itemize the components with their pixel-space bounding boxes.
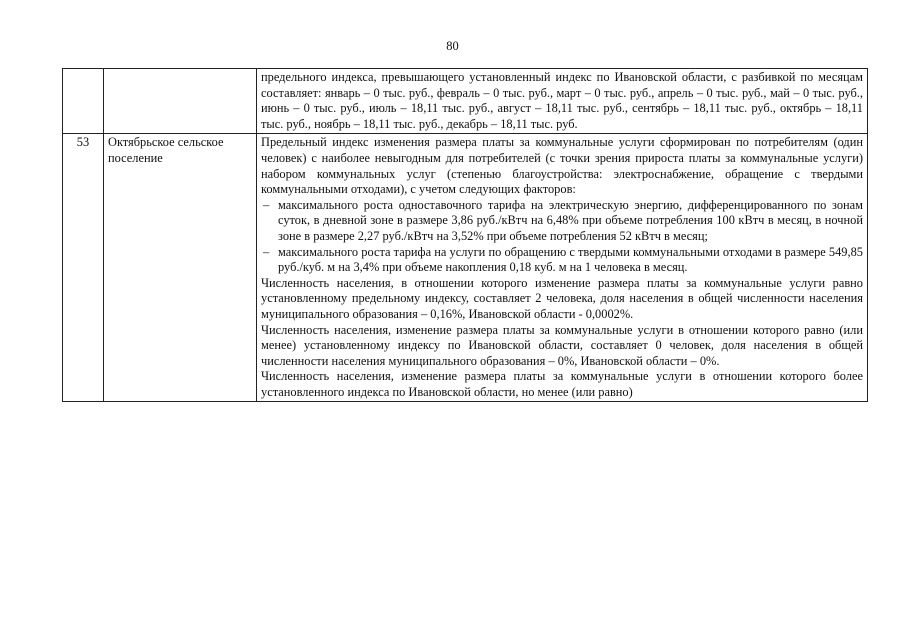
intro-paragraph: Предельный индекс изменения размера платы за коммунальные услуги сформирован по потребителям (один человек) с наиболее невыгодным для потребителей (с точки зрения прироста платы за коммунальные услуги) набором коммунальных услуг (степенью благоустройства: электроснабжение, обращение с твердыми коммунальными отходами), с учетом следующих факторов: <box>261 135 863 197</box>
factor-text: максимального роста одноставочного тарифа на электрическую энергию, дифференцированного по зонам суток, в дневной зоне в размере 3,86 руб./кВтч на 6,48% при объеме потребления 100 кВтч в месяц, в ночной зоне в размере 2,27 руб./кВтч на 3,52% при объеме потребления 52 кВтч в месяц; <box>278 197 863 243</box>
table-row-53 <box>63 134 868 402</box>
dash-marker: – <box>263 197 270 212</box>
description-cell <box>257 134 868 402</box>
population-paragraph-below-index: Численность населения, изменение размера платы за коммунальные услуги в отношении которого равно (или менее) установленному индексу по Ивановской области, составляет 0 человек, доля населения в общей численности населения муниципального образования – 0%, Ивановской области – 0%. <box>261 322 863 368</box>
page-number: 80 <box>446 39 459 53</box>
row-number-cell: 53 <box>63 134 104 402</box>
factor-list-item <box>261 245 863 276</box>
continued-paragraph: предельного индекса, превышающего установленный индекс по Ивановской области, с разбивкой по месяцам составляет: январь – 0 тыс. руб., февраль – 0 тыс. руб., март – 0 тыс. руб., апрель – 0 тыс. руб., май – 0 тыс. руб., июнь – 0 тыс. руб., июль – 18,11 тыс. руб., август – 18,11 тыс. руб., сентябрь – 18,11 тыс. руб., октябрь – 18,11 тыс. руб., ноябрь – 18,11 тыс. руб., декабрь – 18,11 тыс. руб. <box>261 70 863 131</box>
row-number-cell <box>63 69 104 134</box>
factor-list-item <box>261 198 863 245</box>
municipality-name-cell <box>104 69 257 134</box>
population-paragraph-above-index: Численность населения, изменение размера платы за коммунальные услуги в отношении которого более установленного индекса по Ивановской области, но менее (или равно) <box>261 369 863 399</box>
dash-marker: – <box>263 244 270 259</box>
clipped-paragraph-box <box>261 369 863 400</box>
document-table <box>62 68 868 402</box>
factor-text: максимального роста тарифа на услуги по обращению с твердыми коммунальными отходами в размере 549,85 руб./куб. м на 3,4% при объеме накопления 0,18 куб. м на 1 человека в месяц. <box>278 244 863 275</box>
municipality-name-cell: Октябрьское сельское поселение <box>104 134 257 402</box>
description-cell <box>257 69 868 134</box>
table-row-continued <box>63 69 868 134</box>
population-paragraph-equal-limit: Численность населения, в отношении которого изменение размера платы за коммунальные услуги равно установленному предельному индексу, составляет 2 человека, доля населения в общей численности населения муниципального образования – 0,16%, Ивановской области - 0,0002%. <box>261 275 863 321</box>
